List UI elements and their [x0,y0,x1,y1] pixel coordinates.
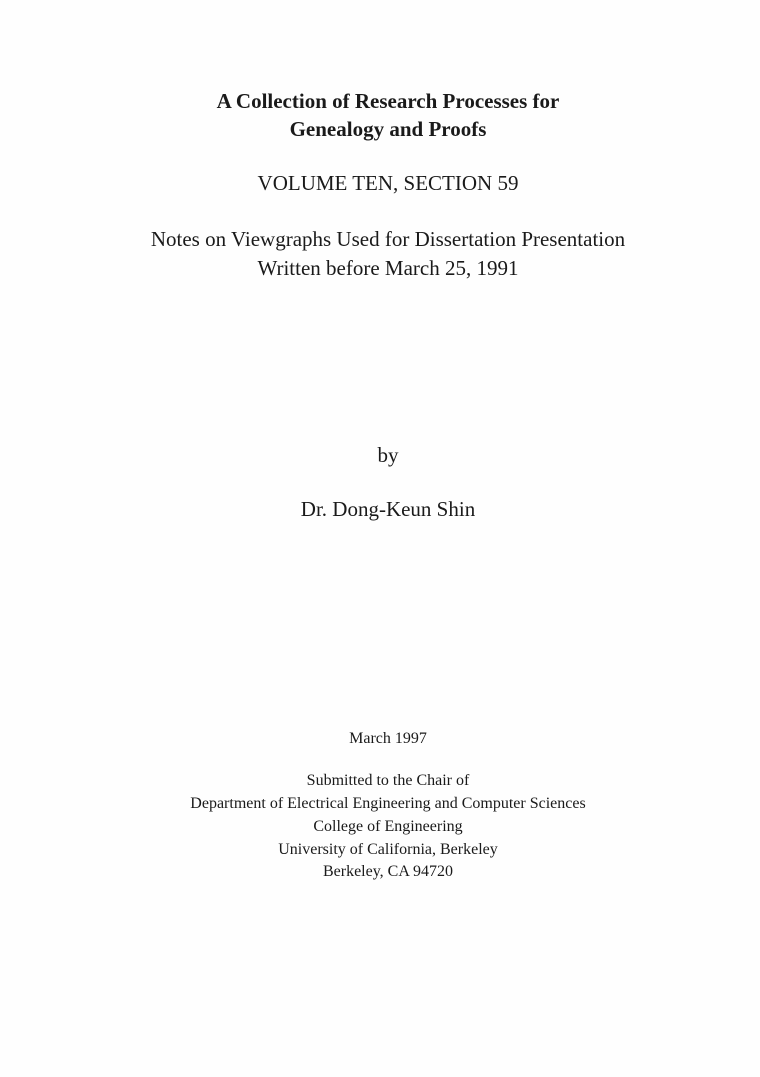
title-line-2: Genealogy and Proofs [289,117,487,141]
by-label: by [377,443,399,467]
submission-line-4: University of California, Berkeley [278,841,498,858]
title-line-1: A Collection of Research Processes for [216,89,560,113]
subtitle-line-1: Notes on Viewgraphs Used for Dissertation Presentation [150,227,626,251]
submission-line-2: Department of Electrical Engineering and Computer Sciences [190,795,586,812]
publication-date: March 1997 [349,730,427,747]
author-name: Dr. Dong-Keun Shin [300,497,476,521]
submission-line-5: Berkeley, CA 94720 [322,863,454,880]
volume-section: VOLUME TEN, SECTION 59 [257,171,519,195]
submission-line-3: College of Engineering [313,818,463,835]
submission-line-1: Submitted to the Chair of [306,772,470,789]
subtitle-line-2: Written before March 25, 1991 [257,256,519,280]
